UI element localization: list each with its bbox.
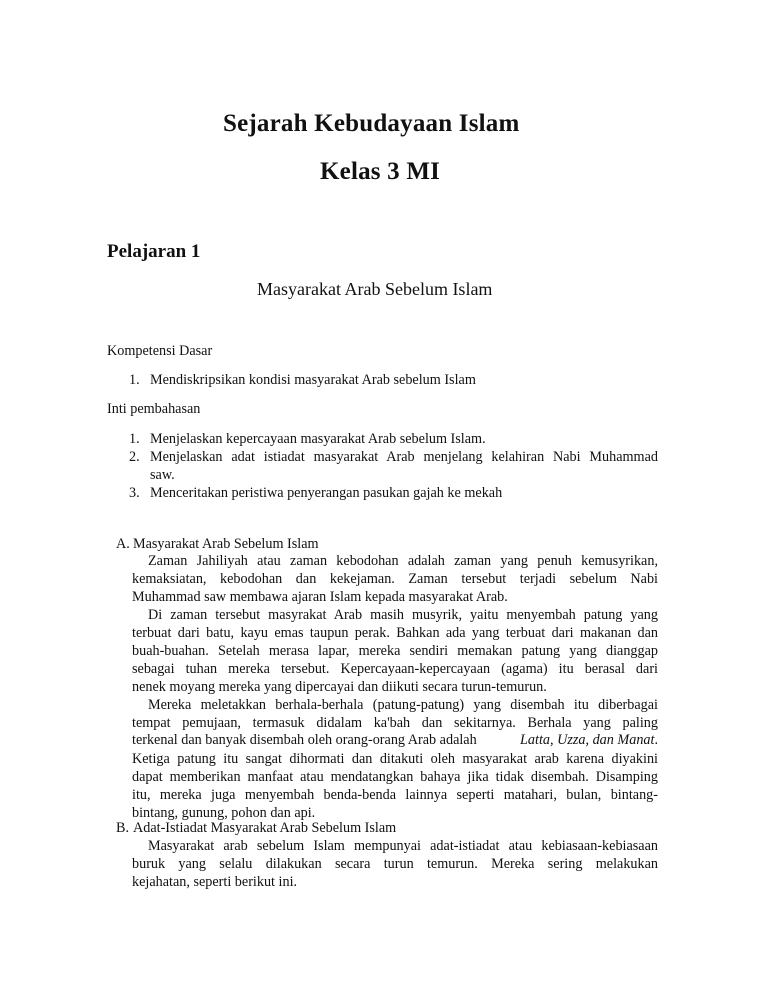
- paragraph-line: buruk yang selalu dilakukan secara turun temurun. Mereka sering melakukan: [132, 856, 658, 872]
- paragraph-text: terkenal dan banyak disembah oleh orang-orang Arab adalah: [132, 732, 477, 748]
- paragraph-line: Mereka meletakkan berhala-berhala (patung-patung) yang disembah itu diberbagai: [148, 697, 658, 713]
- lesson-heading: Pelajaran 1: [107, 241, 201, 262]
- inti-item-text-cont: saw.: [150, 467, 175, 483]
- inti-item-text: Menjelaskan adat istiadat masyarakat Arab menjelang kelahiran Nabi Muhammad: [150, 449, 658, 465]
- paragraph-line: terbuat dari batu, kayu emas taupun perak. Bahkan ada yang terbuat dari makanan dan: [132, 625, 658, 641]
- section-b-heading: Adat-Istiadat Masyarakat Arab Sebelum Islam: [133, 820, 397, 836]
- paragraph-line: Masyarakat arab sebelum Islam mempunyai adat-istiadat atau kebiasaan-kebiasaan: [148, 838, 658, 854]
- paragraph-text: .: [654, 732, 658, 748]
- paragraph-line: kejahatan, seperti berikut ini.: [132, 874, 298, 890]
- paragraph-line: bintang, gunung, pohon dan api.: [132, 805, 316, 821]
- paragraph-line: tempat pemujaan, termasuk didalam ka'bah dan sekitarnya. Berhala yang paling: [132, 715, 658, 731]
- paragraph-line: Di zaman tersebut masyrakat Arab masih musyrik, yaitu menyembah patung yang: [148, 607, 658, 623]
- kd-item-number: 1.: [129, 372, 140, 388]
- document-title: Sejarah Kebudayaan Islam: [223, 110, 520, 137]
- lesson-title: Masyarakat Arab Sebelum Islam: [257, 279, 493, 299]
- inti-item-number: 3.: [129, 485, 140, 501]
- paragraph-line: itu, mereka juga menyembah benda-benda lainnya seperti matahari, bulan, bintang-: [132, 787, 658, 803]
- paragraph-line: Ketiga patung itu sangat dihormati dan ditakuti oleh masyarakat arab karena diyakini: [132, 751, 658, 767]
- paragraph-line: sebagai tuhan mereka tersebut. Kepercayaan-kepercayaan (agama) itu berasal dari: [132, 661, 658, 677]
- paragraph-emphasis: [520, 732, 658, 749]
- paragraph-line: buah-buahan. Setelah merasa lapar, mereka sendiri memakan patung yang dianggap: [132, 643, 658, 659]
- section-b-label: B.: [116, 820, 130, 836]
- paragraph-line: nenek moyang mereka yang dipercayai dan diikuti secara turun-temurun.: [132, 679, 547, 695]
- section-a-label: A.: [116, 536, 130, 552]
- inti-heading: Inti pembahasan: [107, 401, 201, 417]
- paragraph-line: Muhammad saw membawa ajaran Islam kepada masyarakat Arab.: [132, 589, 508, 605]
- paragraph-line: Zaman Jahiliyah atau zaman kebodohan adalah zaman yang penuh kemusyrikan,: [148, 553, 658, 569]
- inti-item-text: Menceritakan peristiwa penyerangan pasukan gajah ke mekah: [150, 485, 503, 501]
- paragraph-line: kemaksiatan, kebodohan dan kekejaman. Zaman tersebut terjadi sebelum Nabi: [132, 571, 658, 587]
- inti-item-number: 1.: [129, 431, 140, 447]
- paragraph-line-with-emphasis: [132, 732, 658, 749]
- kd-heading: Kompetensi Dasar: [107, 343, 213, 359]
- inti-item-number: 2.: [129, 449, 140, 465]
- document-subtitle: Kelas 3 MI: [320, 158, 441, 185]
- inti-item-text: Menjelaskan kepercayaan masyarakat Arab sebelum Islam.: [150, 431, 486, 447]
- paragraph-line: dapat memberikan manfaat atau mendatangkan bahaya jika tidak disembah. Disamping: [132, 769, 658, 785]
- section-a-heading: Masyarakat Arab Sebelum Islam: [133, 536, 319, 552]
- idol-names: Latta, Uzza, dan Manat: [520, 732, 655, 748]
- kd-item-text: Mendiskripsikan kondisi masyarakat Arab sebelum Islam: [150, 372, 476, 388]
